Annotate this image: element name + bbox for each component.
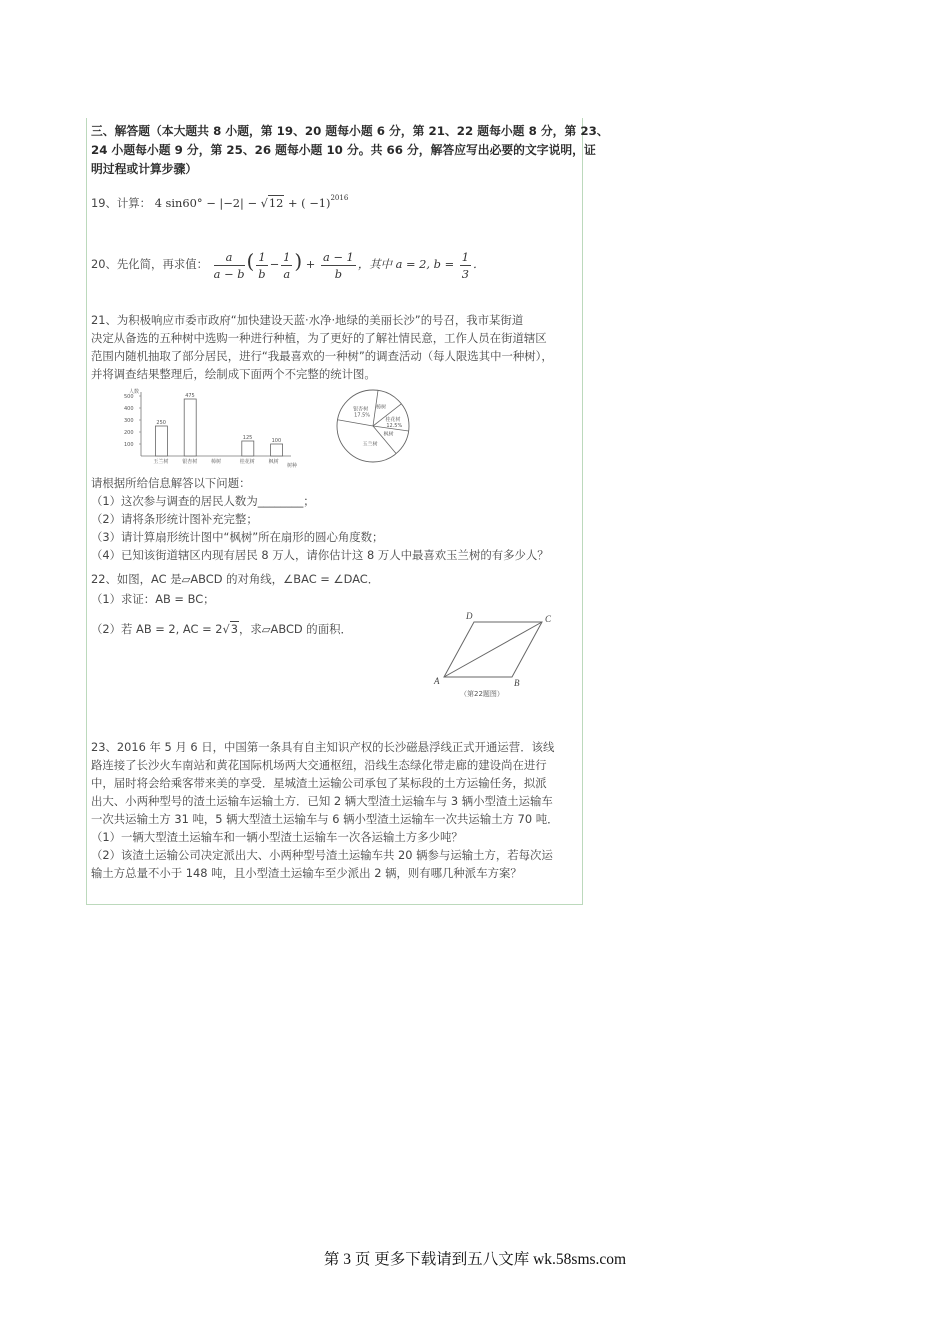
q23-line-3: 中，届时将会给乘客带来美的享受．星城渣土运输公司承包了某标段的土方运输任务，拟派: [91, 776, 547, 790]
x-tick-label: 桂花树: [239, 459, 255, 465]
q22-statement: 22、如图，AC 是▱ABCD 的对角线，∠BAC = ∠DAC．: [91, 572, 380, 586]
bar-value-label: 250: [156, 420, 166, 426]
bar: [155, 426, 167, 456]
scanned-exam-page: [86, 118, 609, 905]
q23-line-4: 出大、小两种型号的渣土运输车运输土方．已知 2 辆大型渣土运输车与 3 辆小型渣土运输车: [91, 794, 553, 808]
y-tick-label: 200: [124, 430, 134, 436]
q23-line-5: 一次共运输土方 31 吨，5 辆大型渣土运输车与 6 辆小型渣土运输车一次共运输土方 70 吨．: [91, 812, 559, 826]
pie-slice-label: 银杏树: [353, 406, 369, 413]
bar: [271, 444, 283, 456]
parallelogram-figure: [432, 608, 557, 700]
y-tick-label: 400: [124, 406, 134, 412]
q22-part-1: （1）求证：AB = BC；: [91, 592, 215, 606]
bar: [242, 441, 254, 456]
q23-part-2-b: 输土方总量不小于 148 吨，且小型渣土运输车至少派出 2 辆，则有哪几种派车方案？: [91, 866, 522, 880]
q23-line-1: 23、2016 年 5 月 6 日，中国第一条具有自主知识产权的长沙磁悬浮线正式开通运营．该线: [91, 740, 555, 754]
x-axis-label: 树种: [287, 463, 298, 469]
bar-value-label: 475: [185, 393, 195, 399]
vertex-a-label: A: [434, 676, 440, 686]
pie-slice-label: 桂花树: [385, 416, 401, 423]
q19-expression: 4 sin60° − |−2| − √12 + ( −1)$^{2016}$: [154, 194, 349, 210]
x-tick-label: 枫树: [268, 459, 279, 465]
q21-part-1: （1）这次参与调查的居民人数为________；: [91, 494, 315, 508]
figure-caption: （第22题图）: [460, 690, 504, 698]
x-tick-label: 樟树: [211, 459, 222, 465]
q20-label: 20、先化简，再求值：: [91, 257, 209, 271]
section-header-line-1: 三、解答题（本大题共 8 小题，第 19、20 题每小题 6 分，第 21、22 题每小题 8 分，第 23、: [91, 124, 609, 138]
section-header-line-3: 明过程或计算步骤）: [91, 162, 198, 176]
bar-value-label: 125: [242, 435, 253, 441]
section-header-line-2: 24 小题每小题 9 分，第 25、26 题每小题 10 分。共 66 分，解答应写出必要的文字说明，证: [91, 143, 596, 157]
q22-part-2: （2）若 AB = 2, AC = 2√3，求▱ABCD 的面积．: [91, 622, 352, 636]
q21-line-1: 21、为积极响应市委市政府“加快建设天蓝·水净·地绿的美丽长沙”的号召，我市某街道: [91, 313, 524, 327]
q20-expression: $\frac{a}{a - b}$ ( $\frac{1}{b}$ − $\frac{1}{a}$ ) + $\frac{a - 1}{b}$ ，其中 a = 2, b = $\frac{1}{3}$ ．: [213, 249, 485, 281]
pie-slice-value: 12.5%: [386, 422, 403, 429]
q23-line-2: 路连接了长沙火车南站和黄花国际机场两大交通枢纽，沿线生态绿化带走廊的建设尚在进行: [91, 758, 547, 772]
bar: [184, 399, 196, 456]
q23-part-2-a: （2）该渣土运输公司决定派出大、小两种型号渣土运输车共 20 辆参与运输土方，若每次运: [91, 848, 553, 862]
q21-line-3: 范围内随机抽取了部分居民，进行“我最喜欢的一种树”的调查活动（每人限选其中一种树），: [91, 349, 553, 363]
pie-slice-label: 玉兰树: [362, 441, 378, 448]
pie-slice-label: 樟树: [376, 404, 387, 411]
q21-instruction: 请根据所给信息解答以下问题：: [91, 476, 251, 490]
pie-chart: [323, 388, 423, 468]
bar-chart: [123, 388, 299, 470]
q21-part-2: （2）请将条形统计图补充完整；: [91, 512, 258, 526]
bar-value-label: 100: [271, 438, 282, 444]
q19-label: 19、计算：: [91, 196, 152, 210]
x-tick-label: 银杏树: [182, 459, 198, 465]
page-footer: 第 3 页 更多下载请到五八文库 wk.58sms.com: [323, 1251, 627, 1268]
q21-line-2: 决定从备选的五种树中选购一种进行种植，为了更好的了解社情民意，工作人员在街道辖区: [91, 331, 547, 345]
x-tick-label: 玉兰树: [153, 459, 169, 465]
pie-slice-value: 17.5%: [354, 412, 371, 419]
y-tick-label: 500: [124, 394, 134, 400]
q21-part-3: （3）请计算扇形统计图中“枫树”所在扇形的圆心角度数；: [91, 530, 384, 544]
vertex-d-label: D: [466, 611, 473, 621]
question-20: [91, 240, 579, 282]
q23-part-1: （1）一辆大型渣土运输车和一辆小型渣土运输车一次各运输土方多少吨？: [91, 830, 463, 844]
y-tick-label: 100: [124, 442, 134, 448]
y-axis-label: 人数: [129, 389, 140, 395]
question-19: [91, 189, 579, 212]
y-tick-label: 300: [124, 418, 134, 424]
vertex-b-label: B: [514, 678, 520, 688]
vertex-c-label: C: [545, 614, 552, 624]
pie-slice-label: 枫树: [383, 431, 394, 438]
q21-line-4: 并将调查结果整理后，绘制成下面两个不完整的统计图。: [91, 367, 376, 381]
q21-part-4: （4）已知该街道辖区内现有居民 8 万人，请你估计这 8 万人中最喜欢玉兰树的有多少人？: [91, 548, 549, 562]
